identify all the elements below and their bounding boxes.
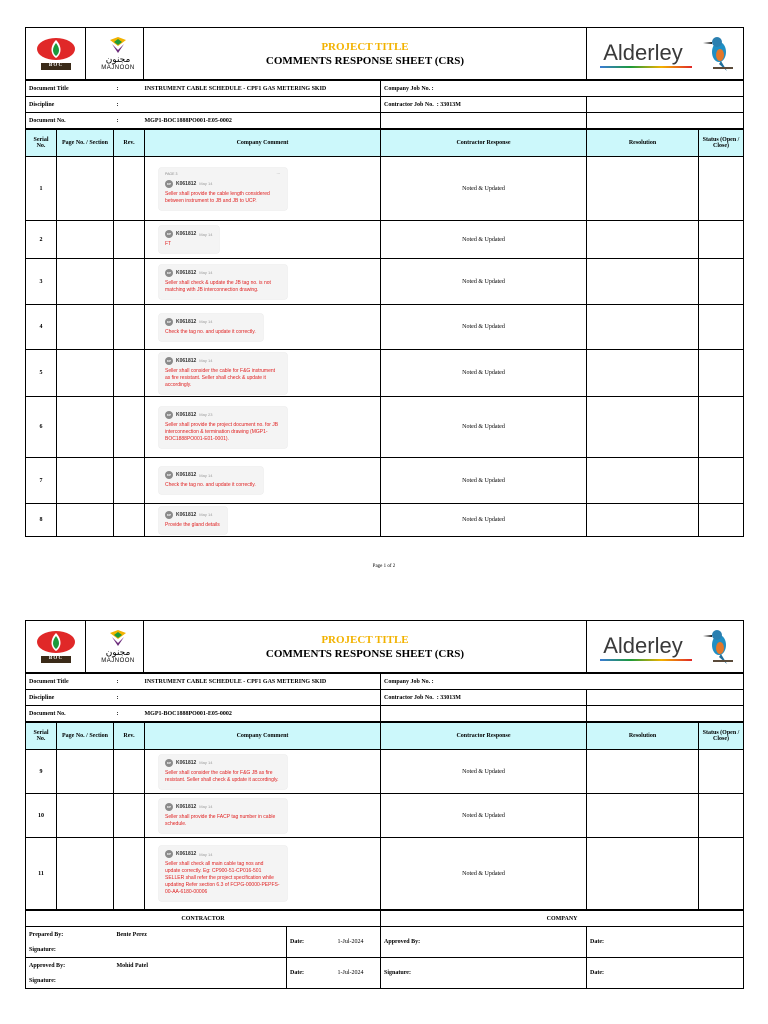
discipline-label: Discipline [26,690,114,706]
serial-no: 6 [26,397,57,458]
crs-page-2 [25,620,743,989]
resolution [587,458,699,504]
blank-cell [587,690,744,706]
crs-page-1 [25,27,743,537]
author-name: K061812 [176,180,197,187]
alderley-wordmark: Alderley [603,632,683,658]
alderley-logo [587,621,744,673]
status [699,259,744,305]
status [699,305,744,350]
table-row [26,397,744,458]
comment-page-tag [165,172,280,176]
comment-text: Check the tag no. and update it correctly. [165,482,256,488]
document-no-value: MGP1-BOC1888PO001-E05-0002 [142,113,381,129]
avatar: KP [166,181,172,186]
company-comment [145,504,381,537]
company-job-label: Company Job No. : [381,81,744,97]
author-name: K061812 [176,411,197,418]
discipline-value [142,690,381,706]
title-cell [144,621,587,673]
comment-date: May 14 [199,760,213,765]
author-name: K061812 [176,269,197,276]
resolution [587,794,699,838]
avatar: KP [166,358,172,363]
status [699,157,744,221]
rev [114,750,145,794]
page-section [57,350,114,397]
author-name: K061812 [176,759,197,766]
col-response: Contractor Response [381,130,587,157]
comment-bubble[interactable] [159,846,287,901]
comment-date: May 14 [199,358,213,363]
serial-no: 8 [26,504,57,537]
col-resolution: Resolution [587,723,699,750]
project-title: PROJECT TITLE [321,633,409,646]
comment-date: May 14 [199,804,213,809]
comment-author [165,850,280,858]
document-no-value: MGP1-BOC1888PO001-E05-0002 [142,706,381,722]
col-serial: Serial No. [26,130,57,157]
page-section [57,221,114,259]
page-section [57,504,114,537]
comment-text: Seller shall consider the cable for F&G instrument as fire resistant. Seller shall check & update it accordingly. [165,367,276,388]
majnoon-logo [86,621,144,673]
document-title-value: INSTRUMENT CABLE SCHEDULE - CPF1 GAS METERING SKID [142,674,381,690]
blank-cell [381,706,587,722]
comment-date: May 23 [199,412,213,417]
company-approved-label: Approved By: [381,927,587,958]
serial-no: 3 [26,259,57,305]
comment-date: May 14 [199,472,213,478]
status [699,350,744,397]
majnoon-label: MAJNOON [101,658,135,664]
avatar: KP [166,412,172,417]
rev [114,504,145,537]
page-section [57,397,114,458]
majnoon-arabic: مجنون [105,648,131,658]
contractor-response: Noted & Updated [381,350,587,397]
comment-bubble[interactable] [159,407,287,448]
boc-logo [26,621,86,673]
author-name: K061812 [176,803,197,810]
boc-label: B O C [48,62,63,68]
comment-author [165,803,280,811]
contractor-response: Noted & Updated [381,794,587,838]
kingfisher-icon [701,34,737,74]
avatar: KP [166,760,172,765]
resolution [587,305,699,350]
document-title-label: Document Title [26,674,114,690]
comment-text: FT [165,241,172,247]
project-title: PROJECT TITLE [321,40,409,53]
resolution [587,350,699,397]
comment-text: Seller shall provide the FACP tag number in cable schedule. [165,813,276,827]
status [699,838,744,910]
prepared-by-label: Prepared By: [26,927,114,943]
majnoon-arabic: مجنون [105,55,131,65]
comment-author [165,230,212,238]
comment-text: Seller shall check all main cable tag nos and update correctly. Eg: CP900-51-CP016-501 SELLER shall refer the project specification while updating Refer section 6.3 of FCPG-00000-PEPFS-00-AA-6180-00006 [165,861,280,895]
avatar: KP [166,232,172,236]
comment-text: Seller shall provide the cable length considered between instrument to JB and JB to UCP. [165,190,270,204]
discipline-value [142,97,381,113]
comment-text: Seller shall consider the cable for F&G JB as fire resistant. Seller shall check & update it accordingly. [165,769,279,783]
more-icon[interactable]: ⋯ [276,171,280,176]
contractor-job-value: : 33013M [436,694,461,701]
meta-table [25,80,744,129]
resolution [587,397,699,458]
comment-bubble[interactable] [159,314,263,341]
serial-no: 11 [26,838,57,910]
avatar: KP [166,319,172,324]
contractor-response: Noted & Updated [381,157,587,221]
page-section [57,157,114,221]
company-comment [145,305,381,350]
signature-label: Signature: [26,942,287,958]
comment-date: May 14 [199,319,213,324]
comment-text: Seller shall check & update the JB tag no. is not matching with JB interconnection drawing. [165,279,271,293]
approved-by-label: Approved By: [26,958,114,974]
table-row [26,504,744,537]
contractor-response: Noted & Updated [381,458,587,504]
table-row [26,794,744,838]
comment-bubble[interactable] [159,226,219,253]
title-cell [144,28,587,80]
blank-cell [587,97,744,113]
comment-bubble[interactable] [159,467,263,494]
comments-table-2 [25,722,744,910]
comment-author [165,318,256,326]
majnoon-logo [86,28,144,80]
colon: : [114,690,142,706]
author-name: K061812 [176,231,197,237]
blank-cell [381,113,587,129]
status [699,458,744,504]
col-rev: Rev. [114,130,145,157]
date-label: Date: [287,927,335,958]
colon: : [114,81,142,97]
col-page: Page No. / Section [57,723,114,750]
date-label: Date: [287,958,335,989]
company-comment [145,750,381,794]
avatar: KP [166,852,172,856]
comment-author [165,357,280,365]
boc-label: B O C [48,655,63,661]
colon: : [114,674,142,690]
comment-date: May 14 [199,231,213,237]
document-title-label: Document Title [26,81,114,97]
comment-author [165,511,220,519]
avatar: KP [166,512,172,517]
status [699,750,744,794]
author-name: K061812 [176,511,197,518]
rev [114,794,145,838]
page-section [57,458,114,504]
serial-no: 5 [26,350,57,397]
kingfisher-icon [701,627,737,667]
contractor-response: Noted & Updated [381,221,587,259]
col-response: Contractor Response [381,723,587,750]
document-title-value: INSTRUMENT CABLE SCHEDULE - CPF1 GAS METERING SKID [142,81,381,97]
table-row [26,838,744,910]
approved-by-value: Mohid Patel [114,958,287,974]
comment-date: May 14 [199,181,213,186]
comment-bubble[interactable] [159,799,287,833]
author-name: K061812 [176,472,197,478]
contractor-job-label: Contractor Job No. [384,694,434,701]
comment-author [165,411,280,419]
status [699,504,744,537]
comment-rows [26,750,744,910]
author-name: K061812 [176,318,197,325]
serial-no: 10 [26,794,57,838]
sheet-title: COMMENTS RESPONSE SHEET (CRS) [265,647,465,660]
rev [114,350,145,397]
serial-no: 2 [26,221,57,259]
resolution [587,750,699,794]
document-no-label: Document No. [26,113,114,129]
company-signature-label: Signature: [381,958,587,989]
comment-bubble[interactable] [159,755,287,789]
rev [114,458,145,504]
contractor-response: Noted & Updated [381,259,587,305]
company-comment [145,221,381,259]
table-row [26,157,744,221]
comment-bubble[interactable] [159,265,287,299]
contractor-job [381,97,587,113]
boc-logo [26,28,86,80]
comment-author [165,269,280,277]
col-comment: Company Comment [145,723,381,750]
avatar: KP [166,804,172,809]
page-section [57,305,114,350]
col-rev: Rev. [114,723,145,750]
prepared-by-value: Bente Perez [114,927,287,943]
company-comment [145,838,381,910]
table-row [26,305,744,350]
blank-cell [587,113,744,129]
page-section [57,838,114,910]
alderley-wordmark: Alderley [603,39,683,65]
page-section [57,750,114,794]
rev [114,397,145,458]
table-row [26,221,744,259]
signature-table [25,910,744,989]
company-comment [145,794,381,838]
colon: : [114,113,142,129]
resolution [587,504,699,537]
colon: : [114,706,142,722]
comment-bubble[interactable] [159,353,287,394]
company-date-label: Date: [587,927,744,958]
comment-text: Provide the gland details [165,521,220,528]
signature-label: Signature: [26,973,287,989]
comment-date: May 14 [199,851,213,857]
col-serial: Serial No. [26,723,57,750]
date-value: 1-Jul-2024 [335,927,381,958]
header-table [25,27,744,80]
table-row [26,458,744,504]
resolution [587,221,699,259]
contractor-response: Noted & Updated [381,838,587,910]
contractor-response: Noted & Updated [381,397,587,458]
table-row [26,750,744,794]
comments-table-1 [25,129,744,537]
company-comment [145,157,381,221]
header-table [25,620,744,673]
contractor-job [381,690,587,706]
company-comment [145,397,381,458]
comment-date: May 14 [199,512,213,517]
page-number: Page 1 of 2 [372,564,396,569]
blank-cell [587,706,744,722]
rev [114,259,145,305]
col-status: Status (Open / Close) [699,723,744,750]
comment-date: May 14 [199,270,213,275]
comment-bubble[interactable] [159,507,227,534]
comment-text: Check the tag no. and update it correctly. [165,328,256,335]
company-job-label: Company Job No. : [381,674,744,690]
status [699,221,744,259]
status [699,794,744,838]
col-resolution: Resolution [587,130,699,157]
contractor-heading: CONTRACTOR [26,911,381,927]
rev [114,838,145,910]
status [699,397,744,458]
resolution [587,838,699,910]
comment-bubble[interactable] [159,168,287,210]
table-row [26,259,744,305]
sheet-title: COMMENTS RESPONSE SHEET (CRS) [265,54,465,67]
document-no-label: Document No. [26,706,114,722]
contractor-response: Noted & Updated [381,750,587,794]
majnoon-label: MAJNOON [101,65,135,71]
rev [114,157,145,221]
resolution [587,259,699,305]
table-row [26,350,744,397]
comment-text: Seller shall provide the project document no. for JB interconnection & termination drawing (MGP1-BOC1888PO001-E01-0001). [165,421,279,442]
serial-no: 9 [26,750,57,794]
meta-table [25,673,744,722]
discipline-label: Discipline [26,97,114,113]
contractor-response: Noted & Updated [381,504,587,537]
alderley-logo [587,28,744,80]
author-name: K061812 [176,357,197,364]
page-section [57,794,114,838]
serial-no: 7 [26,458,57,504]
comment-rows [26,157,744,537]
comment-author [165,180,280,188]
company-date-label: Date: [587,958,744,989]
page-section [57,259,114,305]
colon: : [114,97,142,113]
col-page: Page No. / Section [57,130,114,157]
serial-no: 4 [26,305,57,350]
serial-no: 1 [26,157,57,221]
comment-author [165,471,256,479]
date-value: 1-Jul-2024 [335,958,381,989]
avatar: KP [166,270,172,275]
company-comment [145,259,381,305]
resolution [587,157,699,221]
rev [114,221,145,259]
author-name: K061812 [176,851,197,857]
page-tag-label: PAGE 3 [165,171,178,176]
company-comment [145,350,381,397]
col-status: Status (Open / Close) [699,130,744,157]
comment-author [165,759,280,767]
col-comment: Company Comment [145,130,381,157]
rev [114,305,145,350]
avatar: KP [166,473,172,477]
contractor-job-value: : 33013M [436,101,461,108]
company-heading: COMPANY [381,911,744,927]
company-comment [145,458,381,504]
contractor-response: Noted & Updated [381,305,587,350]
contractor-job-label: Contractor Job No. [384,101,434,108]
